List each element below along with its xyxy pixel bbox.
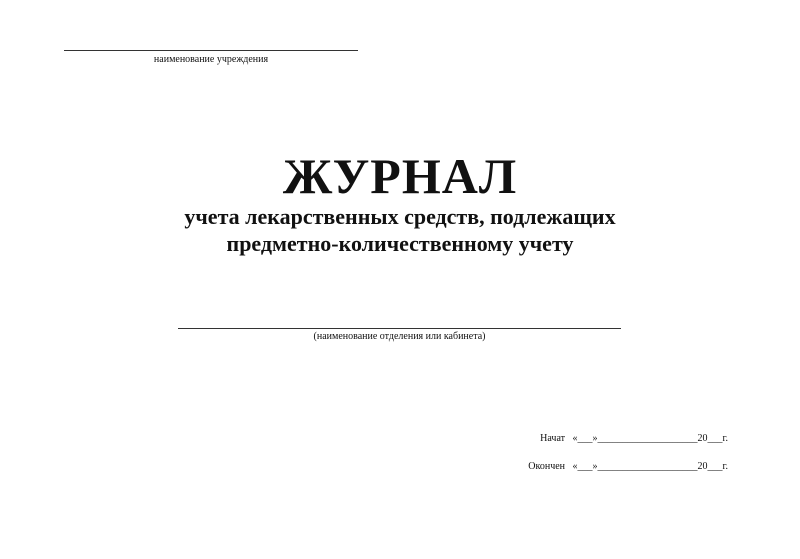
start-date-row [540, 433, 728, 444]
document-title: ЖУРНАЛ [282, 148, 518, 204]
end-date-label: Окончен [528, 461, 571, 472]
start-date-blank: «___»____________________20___г. [572, 433, 728, 444]
department-name-line [178, 328, 621, 329]
end-date-row [528, 461, 728, 472]
institution-name-line [64, 50, 358, 51]
start-date-label: Начат [540, 433, 571, 444]
document-subtitle [0, 203, 800, 257]
end-date-blank: «___»____________________20___г. [572, 461, 728, 472]
subtitle-line-1: учета лекарственных средств, подлежащих [184, 204, 616, 229]
subtitle-line-2: предметно-количественному учету [226, 231, 574, 256]
department-name-caption: (наименование отделения или кабинета) [313, 331, 486, 342]
institution-name-caption: наименование учреждения [153, 54, 269, 65]
